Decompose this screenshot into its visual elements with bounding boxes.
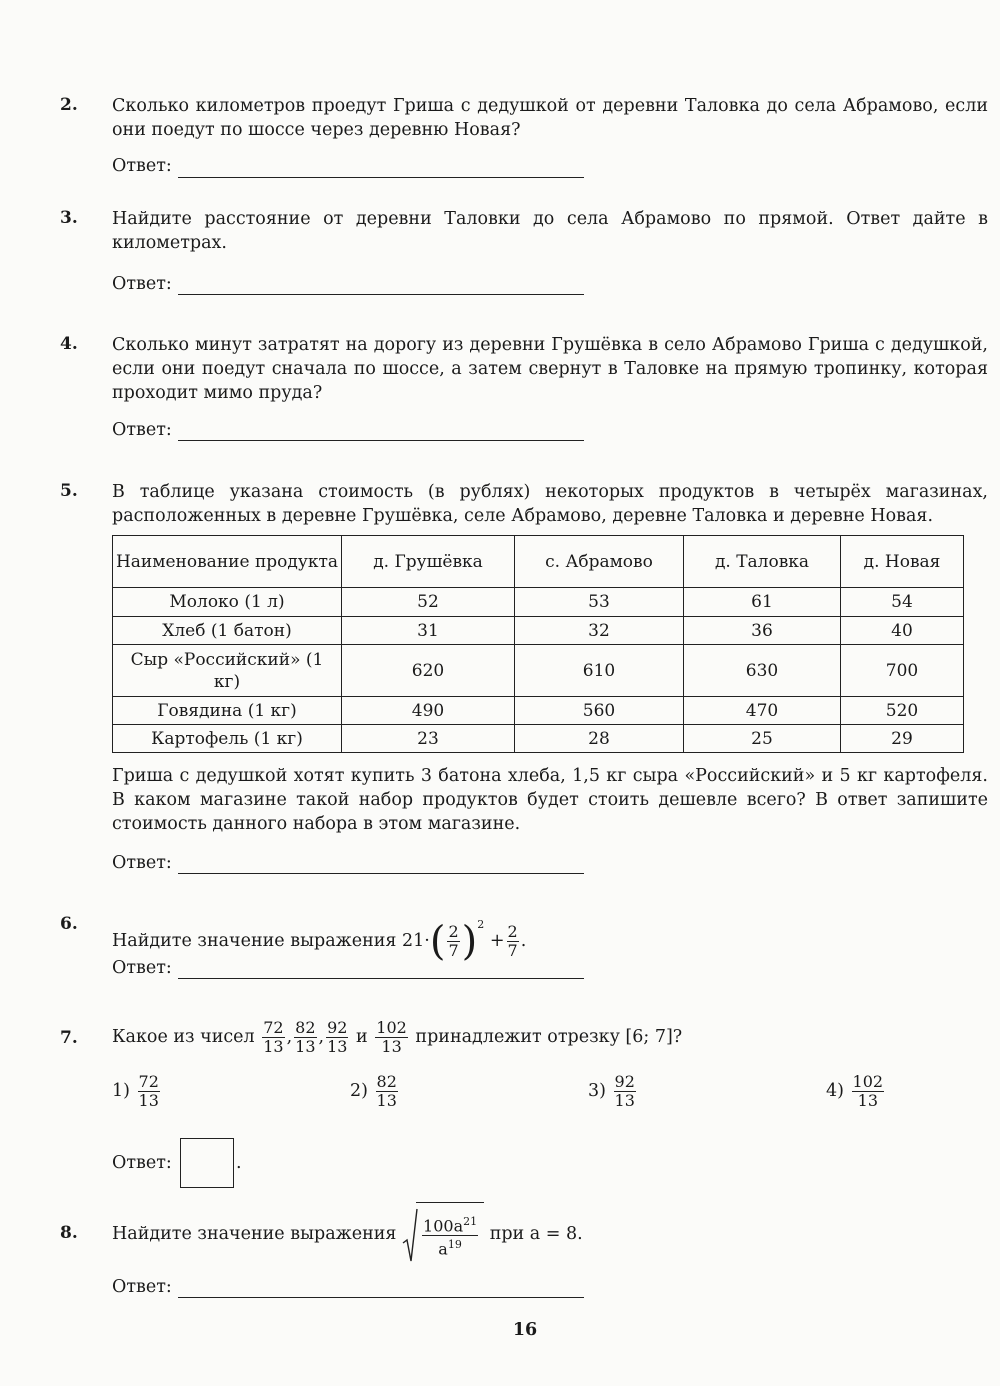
fraction <box>447 923 459 960</box>
price-cell: 620 <box>342 645 515 697</box>
fraction-102-13: $\frac{102}{13}$ <box>376 1018 407 1056</box>
fraction-72-13: $\frac{72}{13}$ <box>263 1018 284 1056</box>
table-row <box>113 617 964 645</box>
option-4[interactable]: 4) $\frac{102}{13}$ <box>826 1072 884 1110</box>
period: . <box>520 931 527 951</box>
question-number: 7. <box>60 1028 78 1048</box>
question-number: 6. <box>60 914 78 934</box>
price-cell: 32 <box>515 617 684 645</box>
option-2[interactable]: 2) $\frac{82}{13}$ <box>350 1072 397 1110</box>
question-text <box>112 900 988 966</box>
product-cell: Говядина (1 кг) <box>113 697 342 725</box>
plus-sign: + <box>489 931 505 951</box>
option-3[interactable]: 3) $\frac{92}{13}$ <box>588 1072 635 1110</box>
price-cell: 52 <box>342 588 515 617</box>
price-cell: 53 <box>515 588 684 617</box>
answer-field[interactable] <box>178 872 584 874</box>
numerator: 2 <box>507 922 518 941</box>
answer-box[interactable] <box>180 1138 234 1188</box>
fraction <box>507 923 519 960</box>
product-cell: Сыр «Российский» (1 кг) <box>113 645 342 697</box>
price-cell: 700 <box>841 645 964 697</box>
question-prompt: Найдите значение выражения <box>112 931 397 951</box>
question-number: 5. <box>60 481 78 501</box>
answer-field[interactable] <box>178 1296 584 1298</box>
numerator: 2 <box>448 922 459 941</box>
product-cell: Картофель (1 кг) <box>113 725 342 753</box>
period: . <box>236 1153 242 1173</box>
question-number: 2. <box>60 95 78 115</box>
answer-field[interactable] <box>178 293 584 295</box>
product-cell: Хлеб (1 батон) <box>113 617 342 645</box>
question-text: Какое из чисел $\frac{72}{13}$ , $\frac{82}{13}$ , $\frac{92}{13}$ и $\frac{102}{13}$ принадлежит отрезку [6; 7]? <box>112 1018 683 1056</box>
expression <box>402 918 527 965</box>
question-intro: В таблице указана стоимость (в рублях) некоторых продуктов в четырёх магазинах, расположенных в деревне Грушёвка, селе Абрамово, деревне Таловка и деревне Новая. <box>112 482 988 526</box>
question-text: Сколько минут затратят на дорогу из деревни Грушёвка в село Абрамово Гриша с дедушкой, если они поедут сначала по шоссе, а затем свернут в Таловке на прямую тропинку, которая проходит мимо пруда? <box>112 335 988 403</box>
question-text <box>112 1204 988 1265</box>
question-prompt: Найдите значение выражения <box>112 1224 397 1244</box>
answer-field[interactable] <box>178 176 584 178</box>
price-cell: 61 <box>684 588 841 617</box>
price-cell: 31 <box>342 617 515 645</box>
product-cell: Молоко (1 л) <box>113 588 342 617</box>
answer-label: Ответ: <box>112 958 172 978</box>
table-row <box>113 697 964 725</box>
right-paren: ) <box>461 918 478 965</box>
price-cell: 490 <box>342 697 515 725</box>
column-header: с. Абрамово <box>515 536 684 588</box>
question-text: Гриша с дедушкой хотят купить 3 батона хлеба, 1,5 кг сыра «Российский» и 5 кг картофеля. В каком магазине такой набор продуктов будет стоить дешевле всего? В ответ запишите стоимость данного набора в этом магазине. <box>112 766 988 834</box>
fraction-92-13: $\frac{92}{13}$ <box>327 1018 348 1056</box>
denominator: 7 <box>448 941 459 960</box>
price-cell: 54 <box>841 588 964 617</box>
coefficient: 21· <box>402 931 430 951</box>
option-1[interactable]: 1) $\frac{72}{13}$ <box>112 1072 159 1110</box>
conjunction: и <box>356 1027 368 1047</box>
fraction-82-13: $\frac{82}{13}$ <box>295 1018 316 1056</box>
answer-label: Ответ: <box>112 1277 172 1297</box>
question-suffix: принадлежит отрезку [6; 7]? <box>415 1027 683 1047</box>
question-number: 4. <box>60 334 78 354</box>
left-paren: ( <box>429 918 446 965</box>
question-number: 3. <box>60 208 78 228</box>
denominator: 7 <box>507 941 518 960</box>
question-text: Сколько километров проедут Гриша с дедушкой от деревни Таловка до села Абрамово, если они поедут по шоссе через деревню Новая? <box>112 96 988 140</box>
question-number: 8. <box>60 1223 78 1243</box>
answer-label: Ответ: <box>112 274 172 294</box>
column-header: д. Грушёвка <box>342 536 515 588</box>
column-header: д. Таловка <box>684 536 841 588</box>
answer-field[interactable] <box>178 977 584 979</box>
answer-label: Ответ: <box>112 420 172 440</box>
price-table <box>112 535 964 753</box>
table-header-row <box>113 536 964 588</box>
column-header: Наименование продукта <box>113 536 342 588</box>
price-cell: 25 <box>684 725 841 753</box>
price-cell: 40 <box>841 617 964 645</box>
question-prompt: Какое из чисел <box>112 1027 255 1047</box>
answer-label: Ответ: <box>112 853 172 873</box>
page-number: 16 <box>512 1320 538 1340</box>
answer-label: Ответ: <box>112 1153 172 1173</box>
price-cell: 560 <box>515 697 684 725</box>
column-header: д. Новая <box>841 536 964 588</box>
price-cell: 36 <box>684 617 841 645</box>
question-suffix: при a = 8. <box>489 1224 583 1244</box>
price-cell: 470 <box>684 697 841 725</box>
table-row <box>113 645 964 697</box>
exponent: 2 <box>477 918 485 931</box>
price-cell: 23 <box>342 725 515 753</box>
table-row <box>113 725 964 753</box>
radicand: $\frac{100a^{21}}{a^{19}}$ <box>416 1202 484 1265</box>
price-cell: 520 <box>841 697 964 725</box>
table-row <box>113 588 964 617</box>
answer-label: Ответ: <box>112 156 172 176</box>
answer-field[interactable] <box>178 439 584 441</box>
price-cell: 28 <box>515 725 684 753</box>
question-text: Найдите расстояние от деревни Таловки до села Абрамово по прямой. Ответ дайте в километрах. <box>112 209 988 253</box>
price-cell: 29 <box>841 725 964 753</box>
price-cell: 630 <box>684 645 841 697</box>
price-cell: 610 <box>515 645 684 697</box>
